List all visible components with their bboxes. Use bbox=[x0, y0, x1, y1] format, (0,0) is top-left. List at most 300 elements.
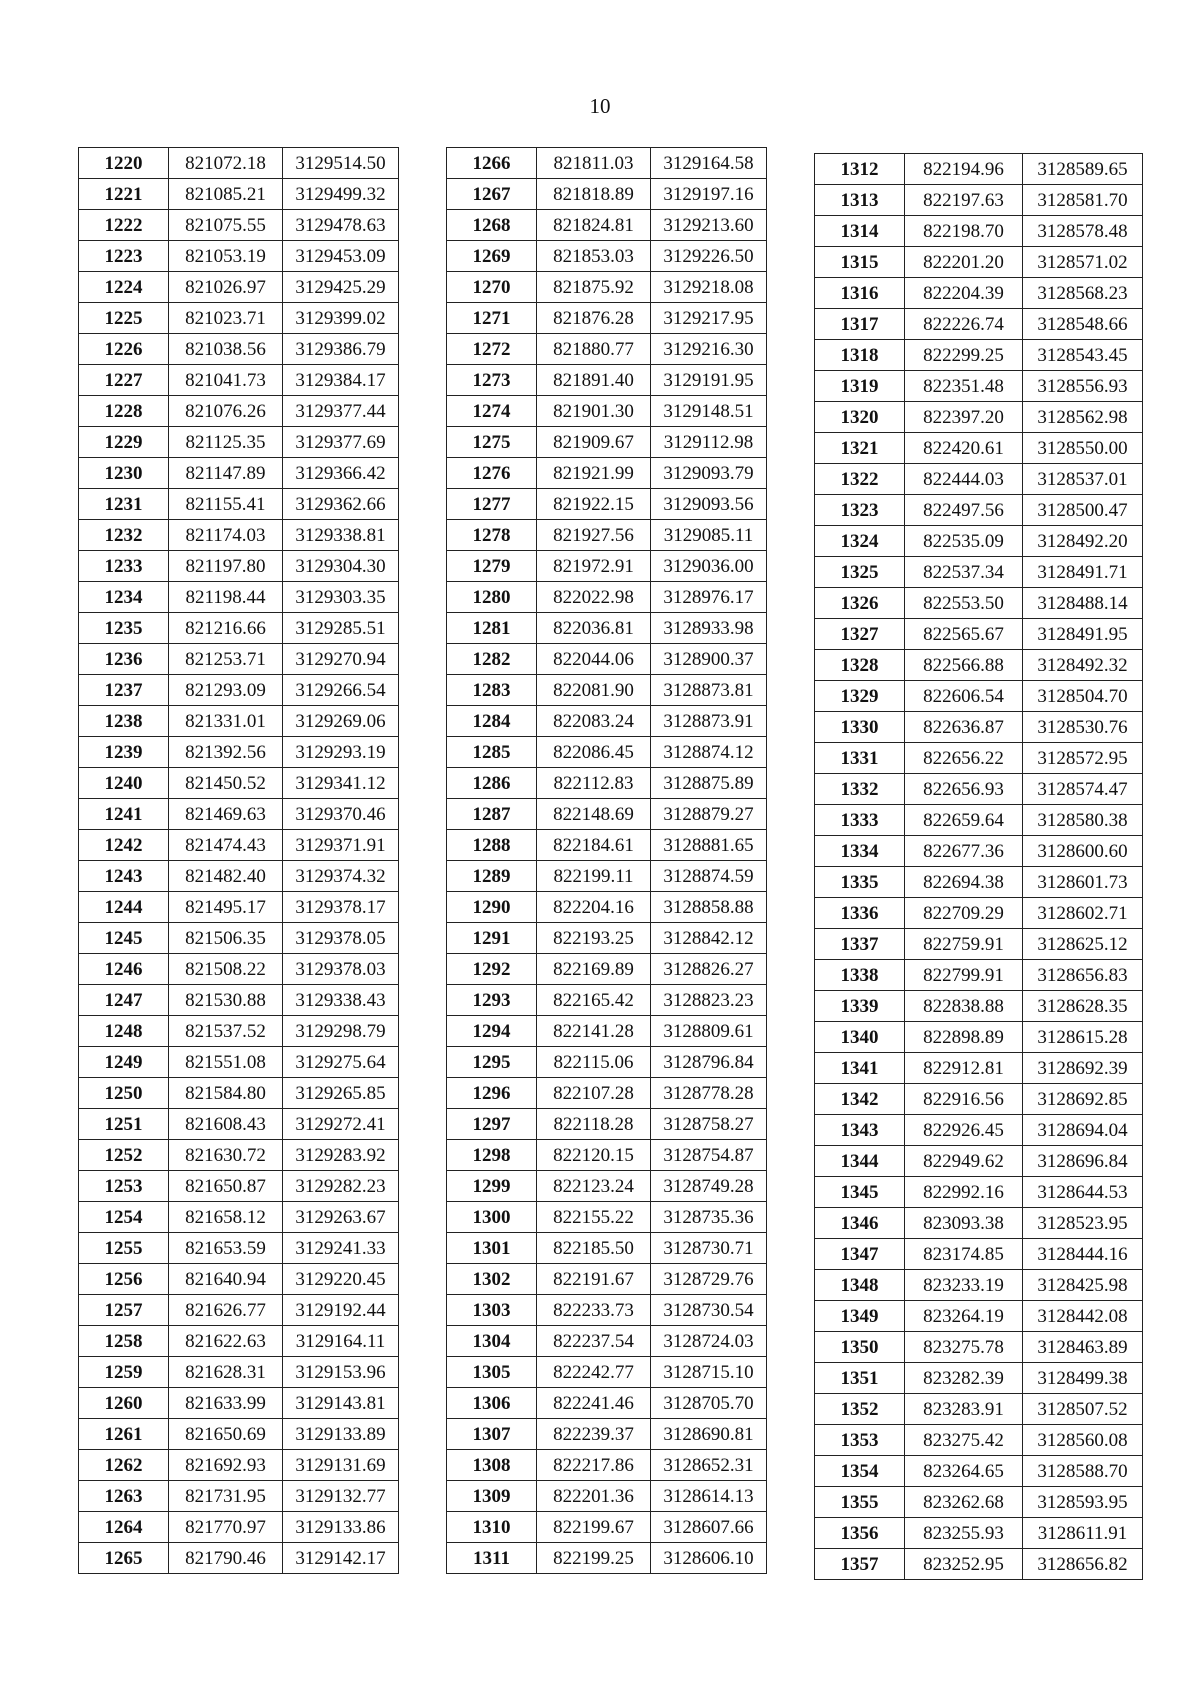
point-number-cell: 1279 bbox=[447, 551, 537, 582]
point-number-cell: 1249 bbox=[79, 1047, 169, 1078]
y-coordinate-cell: 3129270.94 bbox=[283, 644, 399, 675]
table-row bbox=[815, 1115, 1143, 1146]
x-coordinate-cell: 821085.21 bbox=[169, 179, 283, 210]
y-coordinate-cell: 3128548.66 bbox=[1023, 309, 1143, 340]
table-row bbox=[447, 1016, 767, 1047]
table-row bbox=[447, 396, 767, 427]
table-row bbox=[79, 1357, 399, 1388]
table-row bbox=[79, 1233, 399, 1264]
page-number: 10 bbox=[589, 94, 611, 118]
x-coordinate-cell: 823093.38 bbox=[905, 1208, 1023, 1239]
x-coordinate-cell: 821622.63 bbox=[169, 1326, 283, 1357]
y-coordinate-cell: 3128875.89 bbox=[651, 768, 767, 799]
x-coordinate-cell: 822949.62 bbox=[905, 1146, 1023, 1177]
x-coordinate-cell: 823282.39 bbox=[905, 1363, 1023, 1394]
coordinate-table-body bbox=[815, 154, 1143, 1580]
point-number-cell: 1232 bbox=[79, 520, 169, 551]
y-coordinate-cell: 3128571.02 bbox=[1023, 247, 1143, 278]
y-coordinate-cell: 3129148.51 bbox=[651, 396, 767, 427]
table-row bbox=[815, 309, 1143, 340]
table-row bbox=[815, 991, 1143, 1022]
table-row bbox=[79, 768, 399, 799]
point-number-cell: 1348 bbox=[815, 1270, 905, 1301]
x-coordinate-cell: 822992.16 bbox=[905, 1177, 1023, 1208]
x-coordinate-cell: 822148.69 bbox=[537, 799, 651, 830]
x-coordinate-cell: 821155.41 bbox=[169, 489, 283, 520]
table-row bbox=[815, 402, 1143, 433]
table-row bbox=[79, 613, 399, 644]
point-number-cell: 1318 bbox=[815, 340, 905, 371]
y-coordinate-cell: 3129283.92 bbox=[283, 1140, 399, 1171]
x-coordinate-cell: 822165.42 bbox=[537, 985, 651, 1016]
x-coordinate-cell: 821824.81 bbox=[537, 210, 651, 241]
point-number-cell: 1288 bbox=[447, 830, 537, 861]
point-number-cell: 1314 bbox=[815, 216, 905, 247]
y-coordinate-cell: 3128730.54 bbox=[651, 1295, 767, 1326]
point-number-cell: 1309 bbox=[447, 1481, 537, 1512]
y-coordinate-cell: 3128589.65 bbox=[1023, 154, 1143, 185]
y-coordinate-cell: 3129374.32 bbox=[283, 861, 399, 892]
x-coordinate-cell: 821072.18 bbox=[169, 148, 283, 179]
point-number-cell: 1292 bbox=[447, 954, 537, 985]
point-number-cell: 1246 bbox=[79, 954, 169, 985]
point-number-cell: 1256 bbox=[79, 1264, 169, 1295]
y-coordinate-cell: 3129304.30 bbox=[283, 551, 399, 582]
point-number-cell: 1265 bbox=[79, 1543, 169, 1574]
y-coordinate-cell: 3128874.59 bbox=[651, 861, 767, 892]
y-coordinate-cell: 3129514.50 bbox=[283, 148, 399, 179]
x-coordinate-cell: 821608.43 bbox=[169, 1109, 283, 1140]
x-coordinate-cell: 822199.25 bbox=[537, 1543, 651, 1574]
coordinate-table-3 bbox=[814, 153, 1143, 1580]
table-row bbox=[79, 923, 399, 954]
table-row bbox=[79, 1419, 399, 1450]
x-coordinate-cell: 823275.42 bbox=[905, 1425, 1023, 1456]
point-number-cell: 1346 bbox=[815, 1208, 905, 1239]
x-coordinate-cell: 822237.54 bbox=[537, 1326, 651, 1357]
point-number-cell: 1341 bbox=[815, 1053, 905, 1084]
y-coordinate-cell: 3128656.82 bbox=[1023, 1549, 1143, 1580]
x-coordinate-cell: 822926.45 bbox=[905, 1115, 1023, 1146]
point-number-cell: 1303 bbox=[447, 1295, 537, 1326]
y-coordinate-cell: 3129217.95 bbox=[651, 303, 767, 334]
point-number-cell: 1313 bbox=[815, 185, 905, 216]
point-number-cell: 1324 bbox=[815, 526, 905, 557]
table-row bbox=[815, 867, 1143, 898]
table-row bbox=[79, 272, 399, 303]
point-number-cell: 1290 bbox=[447, 892, 537, 923]
x-coordinate-cell: 822226.74 bbox=[905, 309, 1023, 340]
table-row bbox=[447, 923, 767, 954]
y-coordinate-cell: 3129143.81 bbox=[283, 1388, 399, 1419]
x-coordinate-cell: 822351.48 bbox=[905, 371, 1023, 402]
table-row bbox=[79, 241, 399, 272]
x-coordinate-cell: 822184.61 bbox=[537, 830, 651, 861]
table-row bbox=[79, 706, 399, 737]
x-coordinate-cell: 822759.91 bbox=[905, 929, 1023, 960]
x-coordinate-cell: 821876.28 bbox=[537, 303, 651, 334]
table-row bbox=[447, 1419, 767, 1450]
x-coordinate-cell: 821921.99 bbox=[537, 458, 651, 489]
x-coordinate-cell: 821653.59 bbox=[169, 1233, 283, 1264]
table-row bbox=[815, 1301, 1143, 1332]
y-coordinate-cell: 3129366.42 bbox=[283, 458, 399, 489]
point-number-cell: 1334 bbox=[815, 836, 905, 867]
point-number-cell: 1350 bbox=[815, 1332, 905, 1363]
point-number-cell: 1280 bbox=[447, 582, 537, 613]
table-row bbox=[815, 1270, 1143, 1301]
table-row bbox=[447, 861, 767, 892]
y-coordinate-cell: 3129378.17 bbox=[283, 892, 399, 923]
x-coordinate-cell: 821630.72 bbox=[169, 1140, 283, 1171]
x-coordinate-cell: 821790.46 bbox=[169, 1543, 283, 1574]
y-coordinate-cell: 3129216.30 bbox=[651, 334, 767, 365]
x-coordinate-cell: 822916.56 bbox=[905, 1084, 1023, 1115]
point-number-cell: 1281 bbox=[447, 613, 537, 644]
y-coordinate-cell: 3129269.06 bbox=[283, 706, 399, 737]
y-coordinate-cell: 3128690.81 bbox=[651, 1419, 767, 1450]
table-row bbox=[79, 644, 399, 675]
y-coordinate-cell: 3128696.84 bbox=[1023, 1146, 1143, 1177]
x-coordinate-cell: 822193.25 bbox=[537, 923, 651, 954]
table-row bbox=[79, 830, 399, 861]
x-coordinate-cell: 822201.20 bbox=[905, 247, 1023, 278]
table-row bbox=[79, 303, 399, 334]
x-coordinate-cell: 821891.40 bbox=[537, 365, 651, 396]
x-coordinate-cell: 821474.43 bbox=[169, 830, 283, 861]
x-coordinate-cell: 823252.95 bbox=[905, 1549, 1023, 1580]
y-coordinate-cell: 3128729.76 bbox=[651, 1264, 767, 1295]
x-coordinate-cell: 821075.55 bbox=[169, 210, 283, 241]
table-row bbox=[79, 582, 399, 613]
point-number-cell: 1243 bbox=[79, 861, 169, 892]
y-coordinate-cell: 3129093.56 bbox=[651, 489, 767, 520]
table-row bbox=[815, 805, 1143, 836]
y-coordinate-cell: 3128580.38 bbox=[1023, 805, 1143, 836]
point-number-cell: 1245 bbox=[79, 923, 169, 954]
point-number-cell: 1253 bbox=[79, 1171, 169, 1202]
y-coordinate-cell: 3129293.19 bbox=[283, 737, 399, 768]
x-coordinate-cell: 821875.92 bbox=[537, 272, 651, 303]
y-coordinate-cell: 3129399.02 bbox=[283, 303, 399, 334]
point-number-cell: 1336 bbox=[815, 898, 905, 929]
table-row bbox=[447, 365, 767, 396]
point-number-cell: 1345 bbox=[815, 1177, 905, 1208]
x-coordinate-cell: 822197.63 bbox=[905, 185, 1023, 216]
point-number-cell: 1286 bbox=[447, 768, 537, 799]
point-number-cell: 1311 bbox=[447, 1543, 537, 1574]
y-coordinate-cell: 3129378.03 bbox=[283, 954, 399, 985]
point-number-cell: 1273 bbox=[447, 365, 537, 396]
x-coordinate-cell: 822036.81 bbox=[537, 613, 651, 644]
coordinate-table-body bbox=[79, 148, 399, 1574]
point-number-cell: 1328 bbox=[815, 650, 905, 681]
point-number-cell: 1266 bbox=[447, 148, 537, 179]
table-row bbox=[79, 334, 399, 365]
x-coordinate-cell: 822241.46 bbox=[537, 1388, 651, 1419]
y-coordinate-cell: 3129303.35 bbox=[283, 582, 399, 613]
x-coordinate-cell: 822086.45 bbox=[537, 737, 651, 768]
point-number-cell: 1337 bbox=[815, 929, 905, 960]
point-number-cell: 1260 bbox=[79, 1388, 169, 1419]
table-row bbox=[447, 458, 767, 489]
point-number-cell: 1275 bbox=[447, 427, 537, 458]
table-row bbox=[447, 179, 767, 210]
y-coordinate-cell: 3128933.98 bbox=[651, 613, 767, 644]
table-row bbox=[815, 1425, 1143, 1456]
x-coordinate-cell: 821901.30 bbox=[537, 396, 651, 427]
x-coordinate-cell: 821053.19 bbox=[169, 241, 283, 272]
point-number-cell: 1238 bbox=[79, 706, 169, 737]
x-coordinate-cell: 822606.54 bbox=[905, 681, 1023, 712]
table-row bbox=[815, 247, 1143, 278]
point-number-cell: 1322 bbox=[815, 464, 905, 495]
table-row bbox=[79, 1140, 399, 1171]
y-coordinate-cell: 3129266.54 bbox=[283, 675, 399, 706]
y-coordinate-cell: 3128442.08 bbox=[1023, 1301, 1143, 1332]
x-coordinate-cell: 821026.97 bbox=[169, 272, 283, 303]
point-number-cell: 1349 bbox=[815, 1301, 905, 1332]
table-row bbox=[447, 1543, 767, 1574]
point-number-cell: 1242 bbox=[79, 830, 169, 861]
table-row bbox=[79, 1450, 399, 1481]
x-coordinate-cell: 821253.71 bbox=[169, 644, 283, 675]
point-number-cell: 1248 bbox=[79, 1016, 169, 1047]
point-number-cell: 1301 bbox=[447, 1233, 537, 1264]
point-number-cell: 1307 bbox=[447, 1419, 537, 1450]
table-row bbox=[447, 799, 767, 830]
point-number-cell: 1347 bbox=[815, 1239, 905, 1270]
point-number-cell: 1331 bbox=[815, 743, 905, 774]
y-coordinate-cell: 3128758.27 bbox=[651, 1109, 767, 1140]
point-number-cell: 1257 bbox=[79, 1295, 169, 1326]
point-number-cell: 1247 bbox=[79, 985, 169, 1016]
x-coordinate-cell: 821650.69 bbox=[169, 1419, 283, 1450]
table-row bbox=[447, 520, 767, 551]
table-row bbox=[815, 929, 1143, 960]
table-row bbox=[79, 1016, 399, 1047]
table-row bbox=[815, 1394, 1143, 1425]
y-coordinate-cell: 3128614.13 bbox=[651, 1481, 767, 1512]
x-coordinate-cell: 821880.77 bbox=[537, 334, 651, 365]
x-coordinate-cell: 822081.90 bbox=[537, 675, 651, 706]
y-coordinate-cell: 3129362.66 bbox=[283, 489, 399, 520]
table-row bbox=[447, 272, 767, 303]
point-number-cell: 1305 bbox=[447, 1357, 537, 1388]
table-row bbox=[447, 551, 767, 582]
point-number-cell: 1278 bbox=[447, 520, 537, 551]
y-coordinate-cell: 3129085.11 bbox=[651, 520, 767, 551]
x-coordinate-cell: 821023.71 bbox=[169, 303, 283, 334]
table-row bbox=[79, 861, 399, 892]
point-number-cell: 1355 bbox=[815, 1487, 905, 1518]
x-coordinate-cell: 823255.93 bbox=[905, 1518, 1023, 1549]
x-coordinate-cell: 821450.52 bbox=[169, 768, 283, 799]
y-coordinate-cell: 3128730.71 bbox=[651, 1233, 767, 1264]
point-number-cell: 1310 bbox=[447, 1512, 537, 1543]
x-coordinate-cell: 822022.98 bbox=[537, 582, 651, 613]
table-row bbox=[79, 1295, 399, 1326]
table-row bbox=[447, 241, 767, 272]
x-coordinate-cell: 821731.95 bbox=[169, 1481, 283, 1512]
y-coordinate-cell: 3128504.70 bbox=[1023, 681, 1143, 712]
x-coordinate-cell: 821633.99 bbox=[169, 1388, 283, 1419]
point-number-cell: 1272 bbox=[447, 334, 537, 365]
table-row bbox=[815, 836, 1143, 867]
y-coordinate-cell: 3129226.50 bbox=[651, 241, 767, 272]
table-row bbox=[79, 1109, 399, 1140]
x-coordinate-cell: 822553.50 bbox=[905, 588, 1023, 619]
table-row bbox=[79, 1388, 399, 1419]
y-coordinate-cell: 3128754.87 bbox=[651, 1140, 767, 1171]
table-row bbox=[79, 148, 399, 179]
y-coordinate-cell: 3128778.28 bbox=[651, 1078, 767, 1109]
table-row bbox=[79, 489, 399, 520]
table-row bbox=[447, 1388, 767, 1419]
point-number-cell: 1262 bbox=[79, 1450, 169, 1481]
y-coordinate-cell: 3128611.91 bbox=[1023, 1518, 1143, 1549]
x-coordinate-cell: 822420.61 bbox=[905, 433, 1023, 464]
x-coordinate-cell: 822201.36 bbox=[537, 1481, 651, 1512]
y-coordinate-cell: 3128463.89 bbox=[1023, 1332, 1143, 1363]
table-row bbox=[815, 216, 1143, 247]
x-coordinate-cell: 823262.68 bbox=[905, 1487, 1023, 1518]
point-number-cell: 1308 bbox=[447, 1450, 537, 1481]
table-row bbox=[815, 1332, 1143, 1363]
x-coordinate-cell: 821551.08 bbox=[169, 1047, 283, 1078]
x-coordinate-cell: 822044.06 bbox=[537, 644, 651, 675]
point-number-cell: 1283 bbox=[447, 675, 537, 706]
x-coordinate-cell: 821125.35 bbox=[169, 427, 283, 458]
point-number-cell: 1298 bbox=[447, 1140, 537, 1171]
y-coordinate-cell: 3128600.60 bbox=[1023, 836, 1143, 867]
point-number-cell: 1250 bbox=[79, 1078, 169, 1109]
point-number-cell: 1264 bbox=[79, 1512, 169, 1543]
y-coordinate-cell: 3128588.70 bbox=[1023, 1456, 1143, 1487]
point-number-cell: 1251 bbox=[79, 1109, 169, 1140]
x-coordinate-cell: 822204.39 bbox=[905, 278, 1023, 309]
point-number-cell: 1323 bbox=[815, 495, 905, 526]
table-row bbox=[815, 1456, 1143, 1487]
x-coordinate-cell: 822199.11 bbox=[537, 861, 651, 892]
table-row bbox=[815, 371, 1143, 402]
table-row bbox=[815, 712, 1143, 743]
point-number-cell: 1244 bbox=[79, 892, 169, 923]
table-row bbox=[447, 1512, 767, 1543]
x-coordinate-cell: 821038.56 bbox=[169, 334, 283, 365]
y-coordinate-cell: 3129133.89 bbox=[283, 1419, 399, 1450]
point-number-cell: 1344 bbox=[815, 1146, 905, 1177]
table-row bbox=[447, 1047, 767, 1078]
x-coordinate-cell: 822191.67 bbox=[537, 1264, 651, 1295]
y-coordinate-cell: 3128692.85 bbox=[1023, 1084, 1143, 1115]
x-coordinate-cell: 823174.85 bbox=[905, 1239, 1023, 1270]
table-row bbox=[447, 1295, 767, 1326]
x-coordinate-cell: 822656.93 bbox=[905, 774, 1023, 805]
x-coordinate-cell: 822397.20 bbox=[905, 402, 1023, 433]
table-row bbox=[815, 1487, 1143, 1518]
table-row bbox=[815, 898, 1143, 929]
x-coordinate-cell: 822799.91 bbox=[905, 960, 1023, 991]
table-row bbox=[447, 1264, 767, 1295]
x-coordinate-cell: 822636.87 bbox=[905, 712, 1023, 743]
x-coordinate-cell: 822497.56 bbox=[905, 495, 1023, 526]
x-coordinate-cell: 821147.89 bbox=[169, 458, 283, 489]
table-row bbox=[815, 1518, 1143, 1549]
table-row bbox=[79, 551, 399, 582]
y-coordinate-cell: 3128692.39 bbox=[1023, 1053, 1143, 1084]
point-number-cell: 1297 bbox=[447, 1109, 537, 1140]
point-number-cell: 1352 bbox=[815, 1394, 905, 1425]
table-row bbox=[815, 278, 1143, 309]
y-coordinate-cell: 3129197.16 bbox=[651, 179, 767, 210]
point-number-cell: 1304 bbox=[447, 1326, 537, 1357]
y-coordinate-cell: 3129377.69 bbox=[283, 427, 399, 458]
x-coordinate-cell: 821174.03 bbox=[169, 520, 283, 551]
table-row bbox=[79, 737, 399, 768]
y-coordinate-cell: 3128425.98 bbox=[1023, 1270, 1143, 1301]
point-number-cell: 1332 bbox=[815, 774, 905, 805]
table-row bbox=[79, 954, 399, 985]
x-coordinate-cell: 822194.96 bbox=[905, 154, 1023, 185]
table-row bbox=[815, 774, 1143, 805]
point-number-cell: 1289 bbox=[447, 861, 537, 892]
x-coordinate-cell: 822677.36 bbox=[905, 836, 1023, 867]
point-number-cell: 1315 bbox=[815, 247, 905, 278]
point-number-cell: 1270 bbox=[447, 272, 537, 303]
coordinate-table-1 bbox=[78, 147, 399, 1574]
point-number-cell: 1339 bbox=[815, 991, 905, 1022]
table-row bbox=[447, 582, 767, 613]
table-row bbox=[447, 1481, 767, 1512]
point-number-cell: 1268 bbox=[447, 210, 537, 241]
y-coordinate-cell: 3128500.47 bbox=[1023, 495, 1143, 526]
y-coordinate-cell: 3129275.64 bbox=[283, 1047, 399, 1078]
table-row bbox=[447, 210, 767, 241]
table-row bbox=[447, 954, 767, 985]
y-coordinate-cell: 3129192.44 bbox=[283, 1295, 399, 1326]
x-coordinate-cell: 821508.22 bbox=[169, 954, 283, 985]
table-row bbox=[815, 557, 1143, 588]
x-coordinate-cell: 821530.88 bbox=[169, 985, 283, 1016]
table-row bbox=[79, 1481, 399, 1512]
table-row bbox=[815, 1549, 1143, 1580]
y-coordinate-cell: 3128879.27 bbox=[651, 799, 767, 830]
x-coordinate-cell: 823264.65 bbox=[905, 1456, 1023, 1487]
table-row bbox=[815, 1084, 1143, 1115]
y-coordinate-cell: 3128724.03 bbox=[651, 1326, 767, 1357]
y-coordinate-cell: 3129377.44 bbox=[283, 396, 399, 427]
y-coordinate-cell: 3128694.04 bbox=[1023, 1115, 1143, 1146]
point-number-cell: 1353 bbox=[815, 1425, 905, 1456]
x-coordinate-cell: 821811.03 bbox=[537, 148, 651, 179]
y-coordinate-cell: 3128550.00 bbox=[1023, 433, 1143, 464]
y-coordinate-cell: 3128615.28 bbox=[1023, 1022, 1143, 1053]
y-coordinate-cell: 3129272.41 bbox=[283, 1109, 399, 1140]
table-row bbox=[447, 1233, 767, 1264]
x-coordinate-cell: 821927.56 bbox=[537, 520, 651, 551]
x-coordinate-cell: 822141.28 bbox=[537, 1016, 651, 1047]
y-coordinate-cell: 3128652.31 bbox=[651, 1450, 767, 1481]
point-number-cell: 1252 bbox=[79, 1140, 169, 1171]
table-row bbox=[447, 768, 767, 799]
point-number-cell: 1320 bbox=[815, 402, 905, 433]
x-coordinate-cell: 821818.89 bbox=[537, 179, 651, 210]
point-number-cell: 1354 bbox=[815, 1456, 905, 1487]
table-row bbox=[79, 520, 399, 551]
table-row bbox=[447, 1109, 767, 1140]
x-coordinate-cell: 821482.40 bbox=[169, 861, 283, 892]
